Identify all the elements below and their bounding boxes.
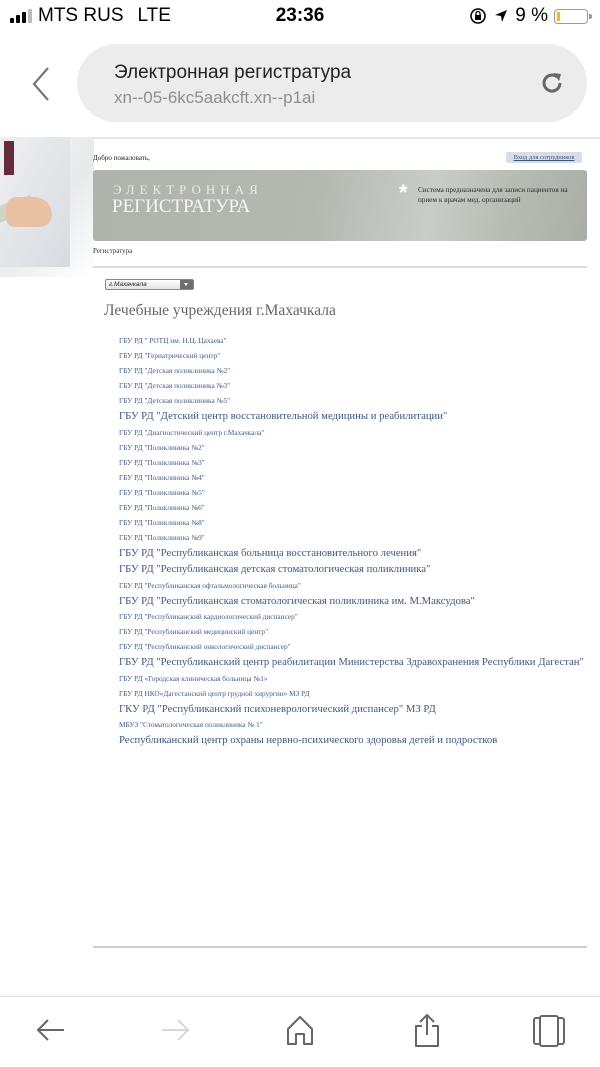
organization-link[interactable]: ГБУ РД "Гериатрический центр"	[119, 351, 221, 360]
chevron-down-icon[interactable]	[180, 280, 193, 289]
banner-description: Система предназначена для записи пациентов на прием к врачам мед. организаций	[418, 186, 568, 204]
asterisk-icon: *	[399, 180, 408, 205]
breadcrumb[interactable]: Регистратура	[93, 247, 133, 255]
header-banner	[93, 170, 587, 241]
organization-link[interactable]: ГБУ РД "Поликлиника №2"	[119, 442, 205, 452]
chevron-left-icon[interactable]	[26, 64, 56, 104]
banner-title-line1: ЭЛЕКТРОННАЯ	[113, 182, 263, 197]
organization-link[interactable]: ГБУ РД НКО«Дагестанский центр грудной хирургии» МЗ РД	[119, 688, 310, 698]
doctor-image	[0, 137, 94, 277]
organization-link[interactable]: ГКУ РД "Республиканский психоневрологический диспансер" МЗ РД	[119, 702, 436, 715]
network-label: LTE	[137, 5, 171, 26]
reload-icon[interactable]	[537, 68, 567, 98]
staff-login-link[interactable]: Вход для сотрудников	[506, 152, 582, 163]
organization-link[interactable]: ГБУ РД "Республиканский онкологический диспансер"	[119, 642, 291, 651]
battery-icon	[554, 9, 588, 24]
organization-link[interactable]: ГБУ РД "Поликлиника №3"	[119, 457, 205, 467]
status-right	[469, 5, 588, 27]
organization-list	[119, 333, 584, 749]
organization-link[interactable]: ГБУ РД "Диагностический центр г.Махачкала"	[119, 427, 265, 437]
organization-link[interactable]: ГБУ РД "Детская поликлиника №5"	[119, 396, 231, 405]
status-bar	[0, 0, 600, 34]
home-icon[interactable]	[283, 1013, 317, 1047]
footer-divider	[93, 946, 587, 948]
browser-toolbar	[0, 996, 600, 1067]
organization-link[interactable]: ГБУ РД "Республиканский медицинский центр"	[119, 627, 269, 636]
organization-link[interactable]: ГБУ РД "Республиканская офтальмологическая больница"	[119, 580, 301, 590]
city-select-value: г.Махачкала	[109, 281, 147, 288]
organization-link[interactable]: ГБУ РД "Поликлиника №5"	[119, 487, 205, 497]
organization-link[interactable]: ГБУ РД "Детская поликлиника №2"	[119, 366, 231, 375]
organization-link[interactable]: ГБУ РД «Городская клиническая больница №1»	[119, 673, 268, 683]
organization-link[interactable]: ГБУ РД "Поликлиника №9"	[119, 532, 205, 542]
organization-link[interactable]: ГБУ РД "Республиканская больница восстановительного лечения"	[119, 546, 422, 559]
organization-link[interactable]: МБУЗ "Стоматологическая поликлиника № 1"	[119, 720, 263, 729]
organization-link[interactable]: ГБУ РД "Детский центр восстановительной медицины и реабилитации"	[119, 410, 448, 422]
organization-link[interactable]: ГБУ РД "Республиканская детская стоматологическая поликлиника"	[119, 563, 431, 575]
organization-link[interactable]: Республиканский центр охраны нервно-психического здоровья детей и подростков	[119, 734, 498, 746]
section-heading: Лечебные учреждения г.Махачкала	[104, 302, 336, 319]
clock: 23:36	[275, 5, 325, 26]
organization-link[interactable]: ГБУ РД "Республиканский кардиологический диспансер"	[119, 612, 298, 621]
city-select[interactable]	[105, 279, 194, 290]
organization-link[interactable]: ГБУ РД "Детская поликлиника №3"	[119, 381, 231, 390]
share-icon[interactable]	[410, 1013, 444, 1047]
browser-navbar	[0, 34, 600, 134]
banner-title-line2: РЕГИСТРАТУРА	[112, 196, 251, 217]
arrow-right-icon[interactable]	[158, 1013, 192, 1047]
location-arrow-icon	[493, 8, 509, 24]
carrier-label: MTS RUS	[38, 5, 124, 26]
address-bar[interactable]	[77, 44, 587, 122]
breadcrumb-divider	[93, 266, 587, 268]
page-title: Электронная регистратура	[114, 62, 352, 83]
battery-percent: 9 %	[515, 5, 548, 26]
url-host: xn--05-6kc5aakcft.xn--p1ai	[114, 88, 316, 107]
arrow-left-icon[interactable]	[34, 1013, 68, 1047]
organization-link[interactable]: ГБУ РД "Республиканская стоматологическая поликлиника им. М.Максудова"	[119, 594, 475, 607]
tabs-icon[interactable]	[532, 1013, 566, 1047]
organization-link[interactable]: ГБУ РД "Поликлиника №4"	[119, 472, 205, 482]
organization-link[interactable]: ГБУ РД "Поликлиника №8"	[119, 517, 205, 527]
welcome-text: Добро пожаловать,	[93, 154, 150, 162]
organization-link[interactable]: ГБУ РД "Республиканский центр реабилитации Министерства Здравохранения Республики Дагестан"	[119, 656, 584, 668]
organization-link[interactable]: ГБУ РД " РОТЦ им. Н.Ц. Цахаева"	[119, 336, 227, 345]
orientation-lock-icon	[469, 7, 487, 25]
organization-link[interactable]: ГБУ РД "Поликлиника №6"	[119, 502, 205, 512]
